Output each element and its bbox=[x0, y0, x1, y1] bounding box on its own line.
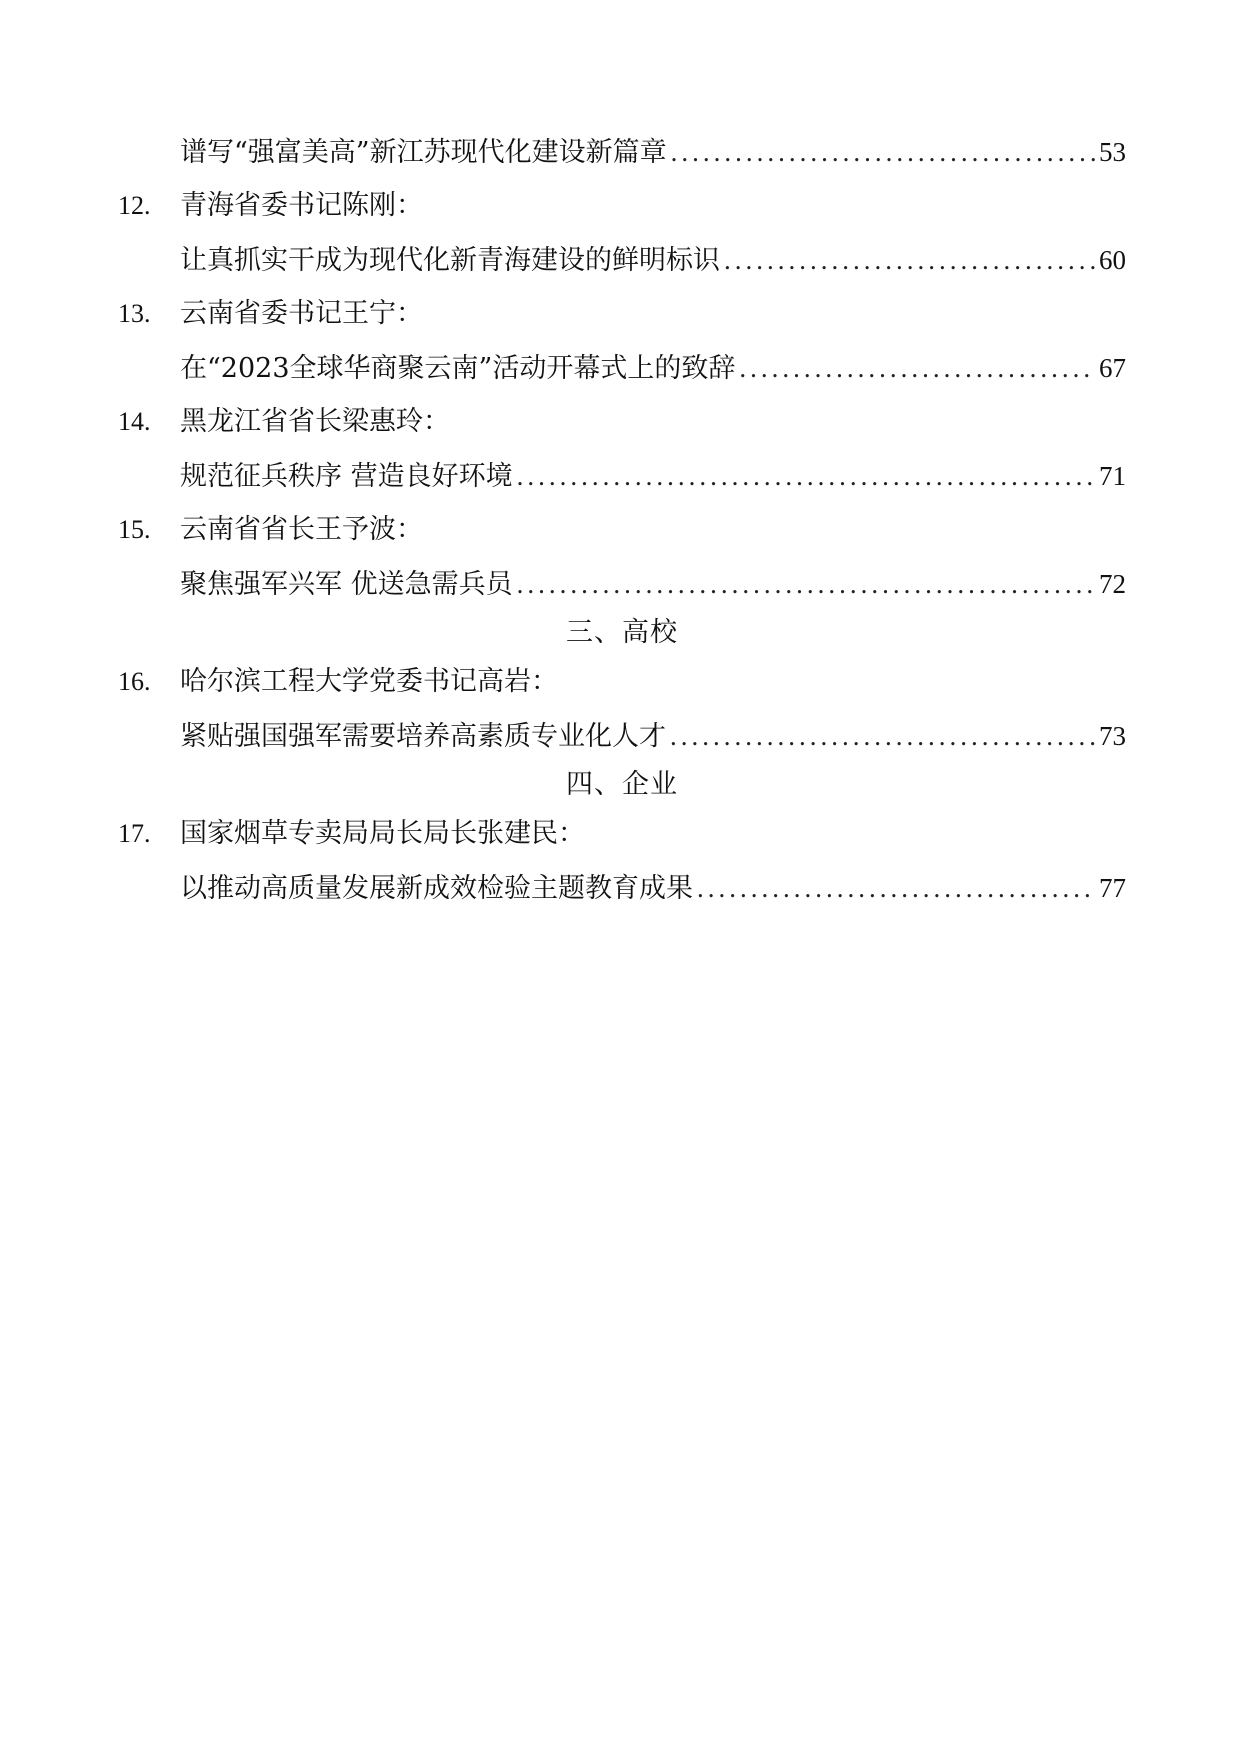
toc-author-line bbox=[118, 287, 1126, 341]
toc-entry[interactable] bbox=[118, 233, 1126, 287]
dot-leader bbox=[671, 125, 1095, 179]
toc-entry[interactable] bbox=[118, 861, 1126, 915]
table-of-contents bbox=[118, 125, 1126, 915]
toc-author: 云南省省长王予波： bbox=[180, 514, 423, 545]
dot-leader bbox=[739, 341, 1095, 395]
toc-author: 黑龙江省省长梁惠玲： bbox=[180, 406, 450, 437]
toc-entry-page-number: 77 bbox=[1099, 873, 1126, 903]
toc-entry-page-number: 60 bbox=[1099, 245, 1126, 275]
toc-entry-title: 在“2023全球华商聚云南”活动开幕式上的致辞 bbox=[180, 353, 736, 384]
dot-leader bbox=[697, 861, 1095, 915]
toc-item-number: 12. bbox=[118, 191, 151, 220]
toc-entry[interactable] bbox=[118, 341, 1126, 395]
toc-entry-page-number: 71 bbox=[1099, 461, 1126, 491]
toc-item-number: 17. bbox=[118, 819, 151, 848]
toc-item-number: 15. bbox=[118, 515, 151, 544]
toc-author: 云南省委书记王宁： bbox=[180, 298, 423, 329]
toc-entry-title: 规范征兵秩序 营造良好环境 bbox=[180, 461, 513, 492]
toc-entry-page-number: 72 bbox=[1099, 569, 1126, 599]
toc-item-number: 14. bbox=[118, 407, 151, 436]
toc-author-line bbox=[118, 655, 1126, 709]
toc-entry[interactable] bbox=[118, 125, 1126, 179]
toc-author-line bbox=[118, 179, 1126, 233]
toc-entry-title: 谱写“强富美高”新江苏现代化建设新篇章 bbox=[180, 137, 667, 168]
toc-entry-page-number: 67 bbox=[1099, 353, 1126, 383]
toc-author-line bbox=[118, 395, 1126, 449]
toc-entry-page-number: 53 bbox=[1099, 137, 1126, 167]
dot-leader bbox=[517, 557, 1095, 611]
toc-entry-title: 让真抓实干成为现代化新青海建设的鲜明标识 bbox=[180, 245, 720, 276]
toc-author: 哈尔滨工程大学党委书记高岩： bbox=[180, 666, 558, 697]
toc-entry[interactable] bbox=[118, 449, 1126, 503]
dot-leader bbox=[517, 449, 1095, 503]
toc-entry-page-number: 73 bbox=[1099, 721, 1126, 751]
toc-entry-title: 紧贴强国强军需要培养高素质专业化人才 bbox=[180, 721, 666, 752]
toc-author: 国家烟草专卖局局长局长张建民： bbox=[180, 818, 585, 849]
toc-entry-title: 以推动高质量发展新成效检验主题教育成果 bbox=[180, 873, 693, 904]
toc-author-line bbox=[118, 503, 1126, 557]
toc-item-number: 16. bbox=[118, 667, 151, 696]
toc-entry[interactable] bbox=[118, 557, 1126, 611]
toc-entry[interactable] bbox=[118, 709, 1126, 763]
toc-item-number: 13. bbox=[118, 299, 151, 328]
toc-section-heading: 三、高校 bbox=[566, 617, 678, 648]
toc-section-heading: 四、企业 bbox=[566, 769, 678, 800]
toc-author: 青海省委书记陈刚： bbox=[180, 190, 423, 221]
toc-author-line bbox=[118, 807, 1126, 861]
dot-leader bbox=[670, 709, 1095, 763]
toc-entry-title: 聚焦强军兴军 优送急需兵员 bbox=[180, 569, 513, 600]
dot-leader bbox=[724, 233, 1095, 287]
